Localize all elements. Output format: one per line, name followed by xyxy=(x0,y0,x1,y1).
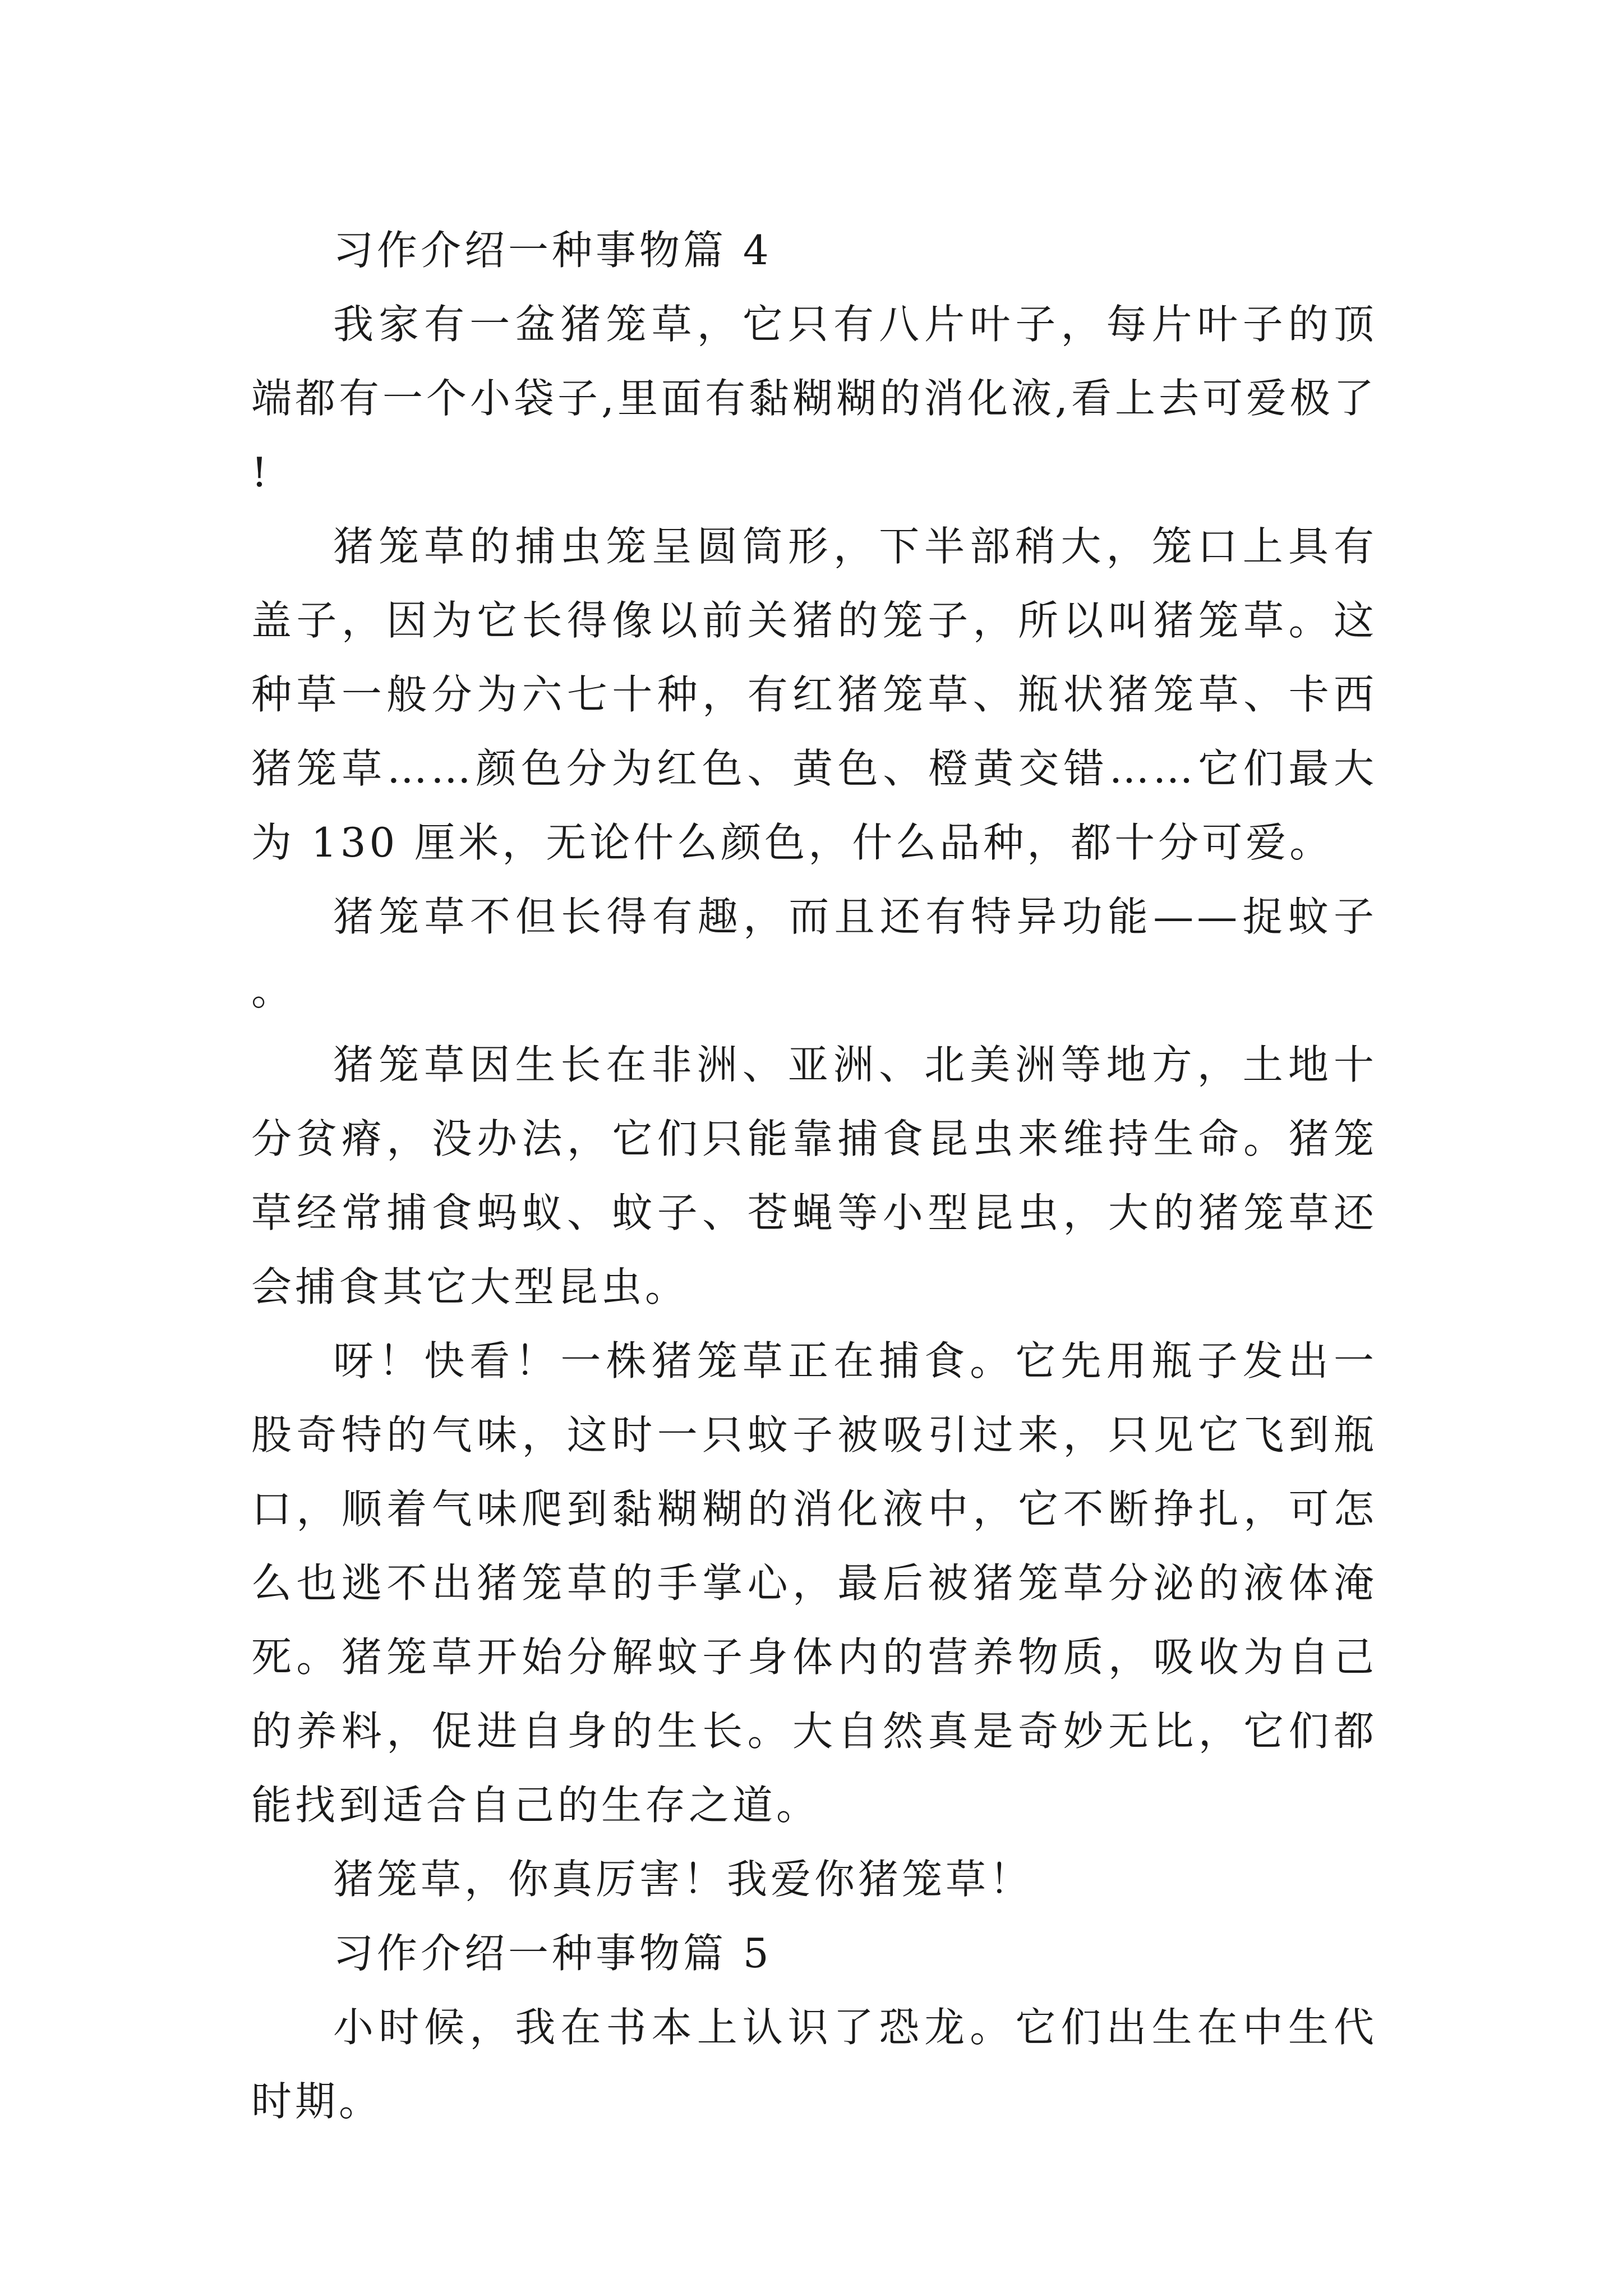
section-heading-5: 习作介绍一种事物篇 5 xyxy=(333,1930,772,1977)
section-heading-4: 习作介绍一种事物篇 4 xyxy=(333,227,772,274)
paragraph: 猪笼草，你真厉害！我爱你猪笼草！ xyxy=(333,1856,1034,1903)
document-body xyxy=(251,213,1377,2138)
paragraph: 猪笼草不但长得有趣，而且还有特异功能——捉蚊子。 xyxy=(251,893,1377,1014)
paragraph: 小时候，我在书本上认识了恐龙。它们出生在中生代时期。 xyxy=(251,2004,1377,2125)
paragraph: 呀！快看！一株猪笼草正在捕食。它先用瓶子发出一股奇特的气味，这时一只蚊子被吸引过来，只见它飞到瓶口，顺着气味爬到黏糊糊的消化液中，它不断挣扎，可怎么也逃不出猪笼草的手掌心，最后被猪笼草分泌的液体淹死。猪笼草开始分解蚊子身体内的营养物质，吸收为自己的养料，促进自身的生长。大自然真是奇妙无比，它们都能找到适合自己的生存之道。 xyxy=(251,1337,1377,1829)
paragraph: 猪笼草的捕虫笼呈圆筒形，下半部稍大，笼口上具有盖子，因为它长得像以前关猪的笼子，所以叫猪笼草。这种草一般分为六七十种，有红猪笼草、瓶状猪笼草、卡西猪笼草……颜色分为红色、黄色、橙黄交错……它们最大为 130 厘米，无论什么颜色，什么品种，都十分可爱。 xyxy=(251,523,1377,866)
paragraph: 我家有一盆猪笼草，它只有八片叶子，每片叶子的顶端都有一个小袋子,里面有黏糊糊的消化液,看上去可爱极了! xyxy=(251,301,1377,496)
paragraph: 猪笼草因生长在非洲、亚洲、北美洲等地方，土地十分贫瘠，没办法，它们只能靠捕食昆虫来维持生命。猪笼草经常捕食蚂蚁、蚊子、苍蝇等小型昆虫，大的猪笼草还会捕食其它大型昆虫。 xyxy=(251,1041,1377,1310)
